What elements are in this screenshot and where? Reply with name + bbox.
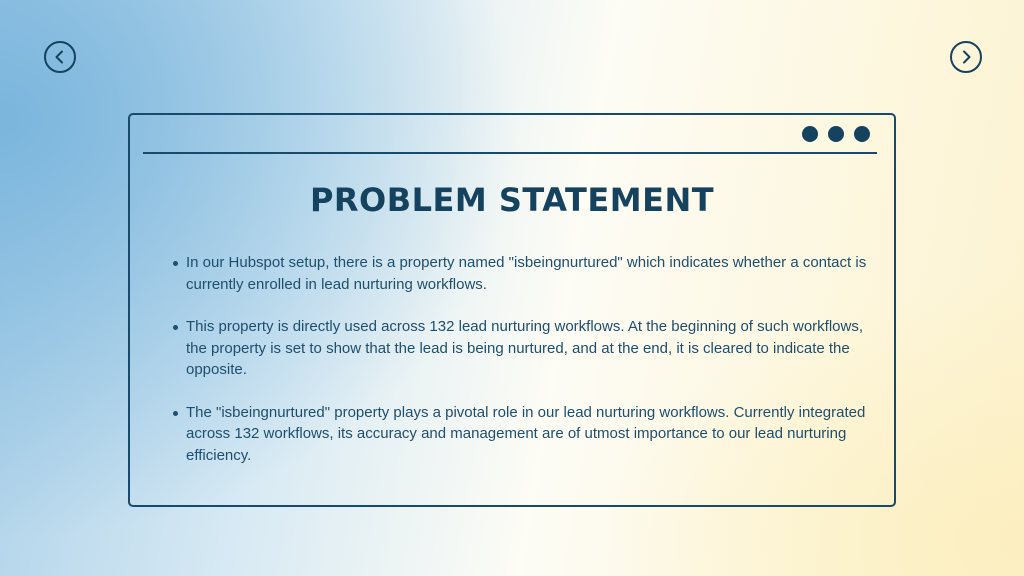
chevron-right-icon xyxy=(958,49,974,65)
bullet-item: In our Hubspot setup, there is a property named "isbeingnurtured" which indicates whether a contact is currently enrolled in lead nurturing workflows. xyxy=(186,252,870,295)
window-dot-icon xyxy=(854,126,870,142)
content-window xyxy=(128,113,896,507)
slide-title: PROBLEM STATEMENT xyxy=(309,181,715,219)
bullet-list xyxy=(186,252,870,487)
next-slide-button[interactable] xyxy=(950,41,982,73)
chevron-left-icon xyxy=(52,49,68,65)
window-dot-icon xyxy=(802,126,818,142)
window-dot-icon xyxy=(828,126,844,142)
window-dots xyxy=(802,126,870,142)
window-divider xyxy=(143,152,877,154)
bullet-item: This property is directly used across 132 lead nurturing workflows. At the beginning of such workflows, the property is set to show that the lead is being nurtured, and at the end, it is cleared to indicate the opposite. xyxy=(186,316,870,381)
previous-slide-button[interactable] xyxy=(44,41,76,73)
bullet-item: The "isbeingnurtured" property plays a pivotal role in our lead nurturing workflows. Currently integrated across 132 workflows, its accuracy and management are of utmost importance to our lead nurturing efficiency. xyxy=(186,402,870,467)
